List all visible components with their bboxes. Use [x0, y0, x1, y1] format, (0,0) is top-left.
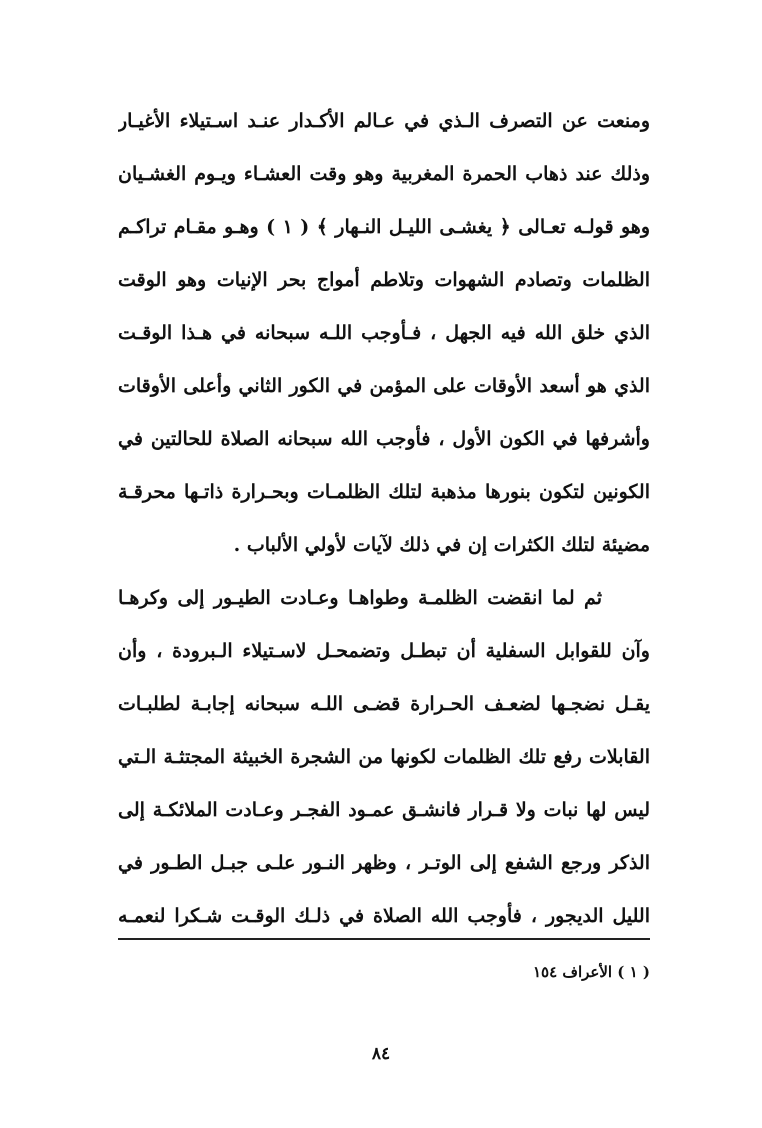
- text-line: مضيئة لتلك الكثرات إن في ذلك لآيات لأولي الألباب .: [233, 534, 650, 556]
- text-line: القابلات رفع تلك الظلمات لكونها من الشجرة الخبيثة المجتثـة الـتي: [118, 746, 650, 768]
- text-line: الذكر ورجع الشفع إلى الوتـر ، وظهر النـور علـى جبـل الطـور في: [118, 852, 650, 874]
- text-line: ومنعت عن التصرف الـذي في عـالم الأكـدار عنـد اسـتيلاء الأغيـار: [118, 110, 650, 132]
- page-number: ٨٤: [371, 1044, 391, 1064]
- text-line: ليس لها نبات ولا قـرار فانشـق عمـود الفجـر وعـادت الملائكـة إلى: [118, 799, 650, 821]
- text-line: الذي خلق الله فيه الجهل ، فـأوجب اللـه سبحانه في هـذا الوقـت: [118, 322, 650, 344]
- text-line: ثم لما انقضت الظلمـة وطواهـا وعـادت الطيـور إلى وكرهـا: [118, 587, 602, 609]
- text-line: الكونين لتكون بنورها مذهبة لتلك الظلمـات وبحـرارة ذاتـها محرقـة: [118, 481, 650, 503]
- text-line: وذلك عند ذهاب الحمرة المغربية وهو وقت العشـاء ويـوم الغشـيان: [118, 163, 650, 185]
- footnote-divider: [118, 938, 650, 940]
- text-line: يقـل نضجـها لضعـف الحـرارة قضـى اللـه سبحانه إجابـة لطلبـات: [118, 693, 650, 715]
- main-text: [118, 95, 650, 943]
- text-line: وآن للقوابل السفلية أن تبطـل وتضمحـل لاسـتيلاء الـبرودة ، وأن: [118, 640, 650, 662]
- text-line: وهو قولـه تعـالى ﴿ يغشـى الليـل النـهار ﴾ ( ١ ) وهـو مقـام تراكـم: [118, 216, 650, 238]
- text-line: الليل الديجور ، فأوجب الله الصلاة في ذلـك الوقـت شـكرا لنعمـه: [118, 905, 650, 927]
- text-line: الذي هو أسعد الأوقات على المؤمن في الكور الثاني وأعلى الأوقات: [118, 375, 650, 397]
- footnote: ( ١ ) الأعراف ١٥٤: [533, 963, 650, 981]
- text-line: وأشرفها في الكون الأول ، فأوجب الله سبحانه الصلاة للحالتين في: [118, 428, 650, 450]
- text-line: الظلمات وتصادم الشهوات وتلاطم أمواج بحر الإنيات وهو الوقت: [118, 269, 650, 291]
